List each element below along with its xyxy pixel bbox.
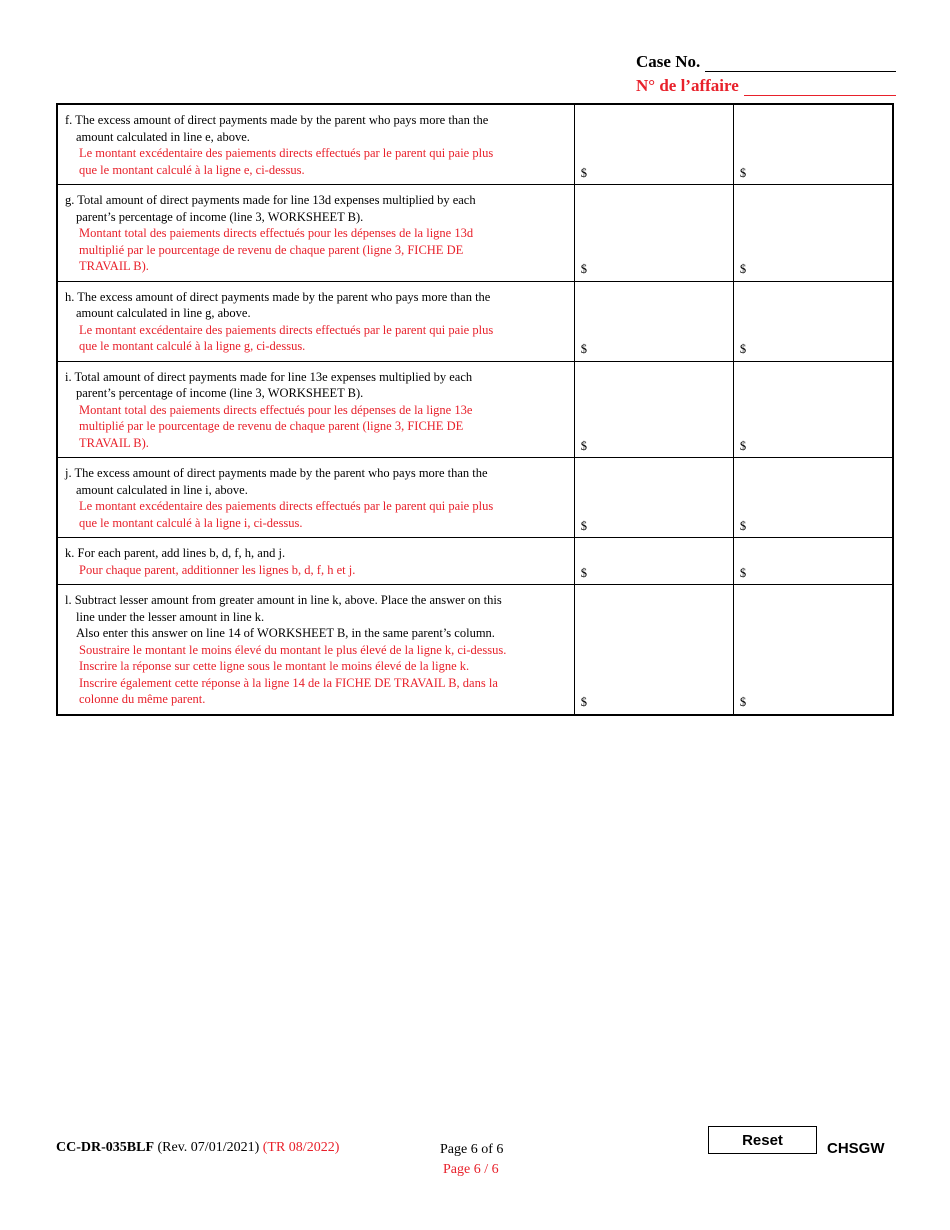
row-description (57, 458, 574, 538)
currency-symbol: $ (739, 565, 747, 580)
row-description (57, 104, 574, 185)
case-number-field-fr[interactable] (744, 78, 896, 96)
description-line-fr: que le montant calculé à la ligne e, ci-dessus. (79, 162, 305, 177)
amount-field-parent-1[interactable] (574, 185, 733, 282)
description-en (65, 289, 566, 322)
description-line-fr: Le montant excédentaire des paiements directs effectués par le parent qui paie plus (79, 322, 494, 337)
description-line-en: h. The excess amount of direct payments made by the parent who pays more than the (65, 289, 491, 304)
amount-field-parent-1[interactable] (574, 104, 733, 185)
description-line-en: k. For each parent, add lines b, d, f, h, and j. (65, 546, 286, 560)
case-number-fr (636, 74, 896, 96)
description-line-en: amount calculated in line g, above. (76, 306, 251, 320)
table-row (57, 185, 893, 282)
currency-symbol: $ (739, 518, 747, 533)
table-row (57, 104, 893, 185)
form-footer (56, 1140, 339, 1156)
table-row (57, 361, 893, 458)
amount-field-parent-1[interactable] (574, 361, 733, 458)
description-line-en: amount calculated in line e, above. (76, 129, 250, 144)
description-line-fr: Le montant excédentaire des paiements directs effectués par le parent qui paie plus (79, 499, 494, 513)
description-line-en: parent’s percentage of income (line 3, WORKSHEET B). (76, 209, 364, 224)
amount-field-parent-2[interactable] (733, 281, 893, 361)
row-description (57, 281, 574, 361)
currency-symbol: $ (580, 342, 588, 356)
currency-symbol: $ (580, 565, 588, 580)
currency-symbol: $ (580, 438, 588, 453)
currency-symbol: $ (580, 518, 588, 533)
description-line-fr: Inscrire également cette réponse à la ligne 14 de la FICHE DE TRAVAIL B, dans la (79, 675, 498, 690)
reset-button[interactable]: Reset (708, 1126, 817, 1154)
row-description (57, 585, 574, 715)
case-number-block (636, 50, 896, 96)
description-line-fr: que le montant calculé à la ligne i, ci-dessus. (79, 515, 303, 530)
description-en (65, 545, 566, 562)
form-revision: (Rev. 07/01/2021) (157, 1140, 260, 1155)
table-row (57, 458, 893, 538)
description-fr (65, 225, 566, 275)
description-line-en: j. The excess amount of direct payments made by the parent who pays more than the (65, 466, 488, 480)
table-row (57, 585, 893, 715)
description-line-fr: Inscrire la réponse sur cette ligne sous le montant le moins élevé de la ligne k. (79, 659, 470, 673)
amount-field-parent-2[interactable] (733, 361, 893, 458)
description-line-fr: multiplié par le pourcentage de revenu de chaque parent (ligne 3, FICHE DE (79, 242, 464, 257)
row-description (57, 361, 574, 458)
amount-field-parent-2[interactable] (733, 458, 893, 538)
description-line-fr: que le montant calculé à la ligne g, ci-dessus. (79, 339, 306, 353)
form-code: CHSGW (827, 1140, 885, 1157)
description-en (65, 112, 566, 145)
description-fr (65, 642, 566, 708)
description-line-en: g. Total amount of direct payments made for line 13d expenses multiplied by each (65, 193, 476, 207)
page-number (440, 1140, 503, 1180)
description-line-fr: TRAVAIL B). (79, 259, 149, 273)
form-translation-date: (TR 08/2022) (262, 1140, 340, 1155)
description-en (65, 192, 566, 225)
description-line-fr: colonne du même parent. (79, 692, 206, 706)
description-fr (65, 145, 566, 178)
description-line-en: line under the lesser amount in line k. (76, 609, 265, 624)
currency-symbol: $ (739, 165, 747, 180)
currency-symbol: $ (739, 695, 747, 709)
description-line-en: Also enter this answer on line 14 of WORKSHEET B, in the same parent’s column. (76, 626, 495, 640)
page-number-en: Page 6 of 6 (440, 1142, 504, 1157)
calculation-table (56, 103, 894, 716)
amount-field-parent-1[interactable] (574, 538, 733, 585)
case-label-fr: N° de l’affaire (636, 76, 739, 95)
description-line-fr: Montant total des paiements directs effectués pour les dépenses de la ligne 13d (79, 226, 474, 240)
case-number-en (636, 50, 896, 72)
currency-symbol: $ (739, 262, 747, 276)
row-description (57, 538, 574, 585)
amount-field-parent-2[interactable] (733, 585, 893, 715)
description-line-fr: Montant total des paiements directs effectués pour les dépenses de la ligne 13e (79, 402, 473, 417)
amount-field-parent-2[interactable] (733, 538, 893, 585)
description-line-en: i. Total amount of direct payments made for line 13e expenses multiplied by each (65, 369, 473, 384)
description-line-fr: TRAVAIL B). (79, 435, 149, 450)
description-fr (65, 562, 566, 579)
description-line-fr: multiplié par le pourcentage de revenu de chaque parent (ligne 3, FICHE DE (79, 419, 464, 433)
row-description (57, 185, 574, 282)
page-number-fr: Page 6 / 6 (443, 1162, 499, 1177)
amount-field-parent-1[interactable] (574, 458, 733, 538)
amount-field-parent-2[interactable] (733, 185, 893, 282)
description-line-en: l. Subtract lesser amount from greater amount in line k, above. Place the answer on this (65, 593, 502, 607)
description-line-en: amount calculated in line i, above. (76, 482, 248, 497)
description-en (65, 592, 566, 642)
description-line-en: f. The excess amount of direct payments made by the parent who pays more than the (65, 113, 489, 127)
form-id: CC-DR-035BLF (56, 1140, 154, 1155)
amount-field-parent-2[interactable] (733, 104, 893, 185)
description-line-fr: Soustraire le montant le moins élevé du montant le plus élevé de la ligne k, ci-dessus. (79, 642, 507, 657)
description-fr (65, 322, 566, 355)
table-row (57, 538, 893, 585)
amount-field-parent-1[interactable] (574, 281, 733, 361)
currency-symbol: $ (580, 165, 588, 180)
description-line-fr: Pour chaque parent, additionner les lignes b, d, f, h et j. (79, 562, 356, 577)
table-row (57, 281, 893, 361)
description-en (65, 465, 566, 498)
description-en (65, 369, 566, 402)
description-fr (65, 498, 566, 531)
currency-symbol: $ (580, 262, 588, 276)
currency-symbol: $ (739, 438, 747, 453)
currency-symbol: $ (739, 342, 747, 356)
currency-symbol: $ (580, 695, 588, 709)
case-number-field-en[interactable] (705, 54, 896, 72)
description-line-en: parent’s percentage of income (line 3, WORKSHEET B). (76, 386, 364, 400)
description-fr (65, 402, 566, 452)
amount-field-parent-1[interactable] (574, 585, 733, 715)
description-line-fr: Le montant excédentaire des paiements directs effectués par le parent qui paie plus (79, 146, 494, 160)
case-label-en: Case No. (636, 52, 701, 71)
